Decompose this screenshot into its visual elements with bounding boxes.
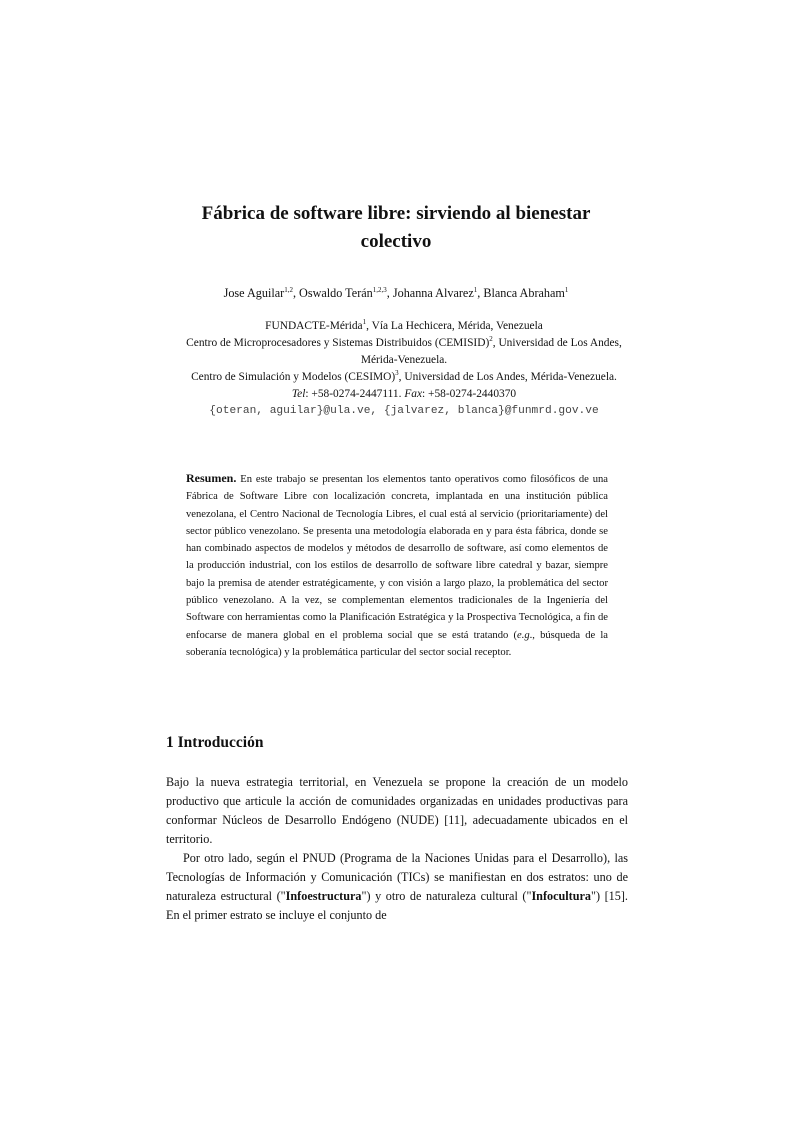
term-infocultura: Infocultura	[531, 889, 592, 903]
affiliations	[186, 318, 622, 420]
section-body	[166, 773, 628, 925]
contact-line: Tel: +58-0274-2447111. Fax: +58-0274-2440370	[291, 388, 517, 400]
author-list: Jose Aguilar$^{1,2}$, Oswaldo Terán$^{1,2,3}$, Johanna Alvarez$^1$, Blanca Abraham$^1$	[223, 285, 569, 300]
abstract	[186, 470, 608, 661]
affiliation-line: Centro de Microprocesadores y Sistemas Distribuidos (CEMISID)$^2$, Universidad de Los Andes, Mérida-Venezuela.	[186, 335, 622, 366]
author-affiliation-mark: 1	[473, 285, 478, 294]
author-name: Blanca Abraham	[483, 286, 565, 300]
section-heading: 1 Introducción	[166, 734, 264, 751]
email-addresses: {oteran, aguilar}@ula.ve, {jalvarez, blanca}@funmrd.gov.ve	[209, 405, 599, 417]
term-infoestructura: Infoestructura	[285, 889, 362, 903]
affiliation-line: FUNDACTE-Mérida$^1$, Vía La Hechicera, Mérida, Venezuela	[265, 318, 543, 332]
paragraph: Bajo la nueva estrategia territorial, en Venezuela se propone la creación de un modelo productivo que articule la acción de comunidades organizadas en unidades productivas para conformar Núcleos de Desarrollo Endógeno (NUDE) [11], adecuadamente ubicados en el territorio.	[166, 775, 628, 846]
paragraph: Por otro lado, según el PNUD (Programa de la Naciones Unidas para el Desarrollo), las Tecnologías de Información y Comunicación (TICs) se manifiestan en dos estratos: uno de naturaleza estructural ("Infoestructura") y otro de naturaleza cultural ("Infocultura") [15]. En el primer estrato se incluye el conjunto de	[166, 851, 628, 922]
affiliation-line: Centro de Simulación y Modelos (CESIMO)$^3$, Universidad de Los Andes, Mérida-Venezuela.	[191, 369, 617, 383]
author-name: Oswaldo Terán	[299, 286, 373, 300]
author-affiliation-mark: 1,2,3	[372, 285, 387, 294]
abstract-eg: e.g	[517, 629, 530, 641]
author-affiliation-mark: 1,2	[284, 285, 293, 294]
paper-title: Fábrica de software libre: sirviendo al bienestar colectivo	[201, 203, 591, 252]
abstract-text: En este trabajo se presentan los elementos tanto operativos como filosóficos de una Fábrica de Software Libre con localización concreta, implantada en una institución pública venezolana, el Centro Nacional de Tecnología Libres, el cual está al servicio (prioritariamente) del sector público venezolano. Se presenta una metodología elaborada en y para ésta fábrica, donde se han combinado aspectos de modelos y métodos de desarrollo de software, así como elementos de la producción industrial, con los estilos de desarrollo de software libre catedral y bazar, siempre bajo la premisa de atender estratégicamente, y con visión a largo plazo, la problemática del sector público venezolano. A la vez, se complementan elementos tradicionales de la Ingeniería del Software con herramientas como la Planificación Estratégica y la Prospectiva Tecnológica, a fin de enfocarse de manera global en el problema social que se está tratando (	[186, 474, 608, 641]
abstract-label: Resumen.	[186, 471, 237, 485]
abstract-text: ., búsqueda de la soberanía tecnológica) y la problemática particular del sector social receptor.	[186, 629, 609, 658]
author-affiliation-mark: 1	[564, 285, 569, 294]
author-name: Johanna Alvarez	[392, 286, 474, 300]
author-name: Jose Aguilar	[223, 286, 285, 300]
